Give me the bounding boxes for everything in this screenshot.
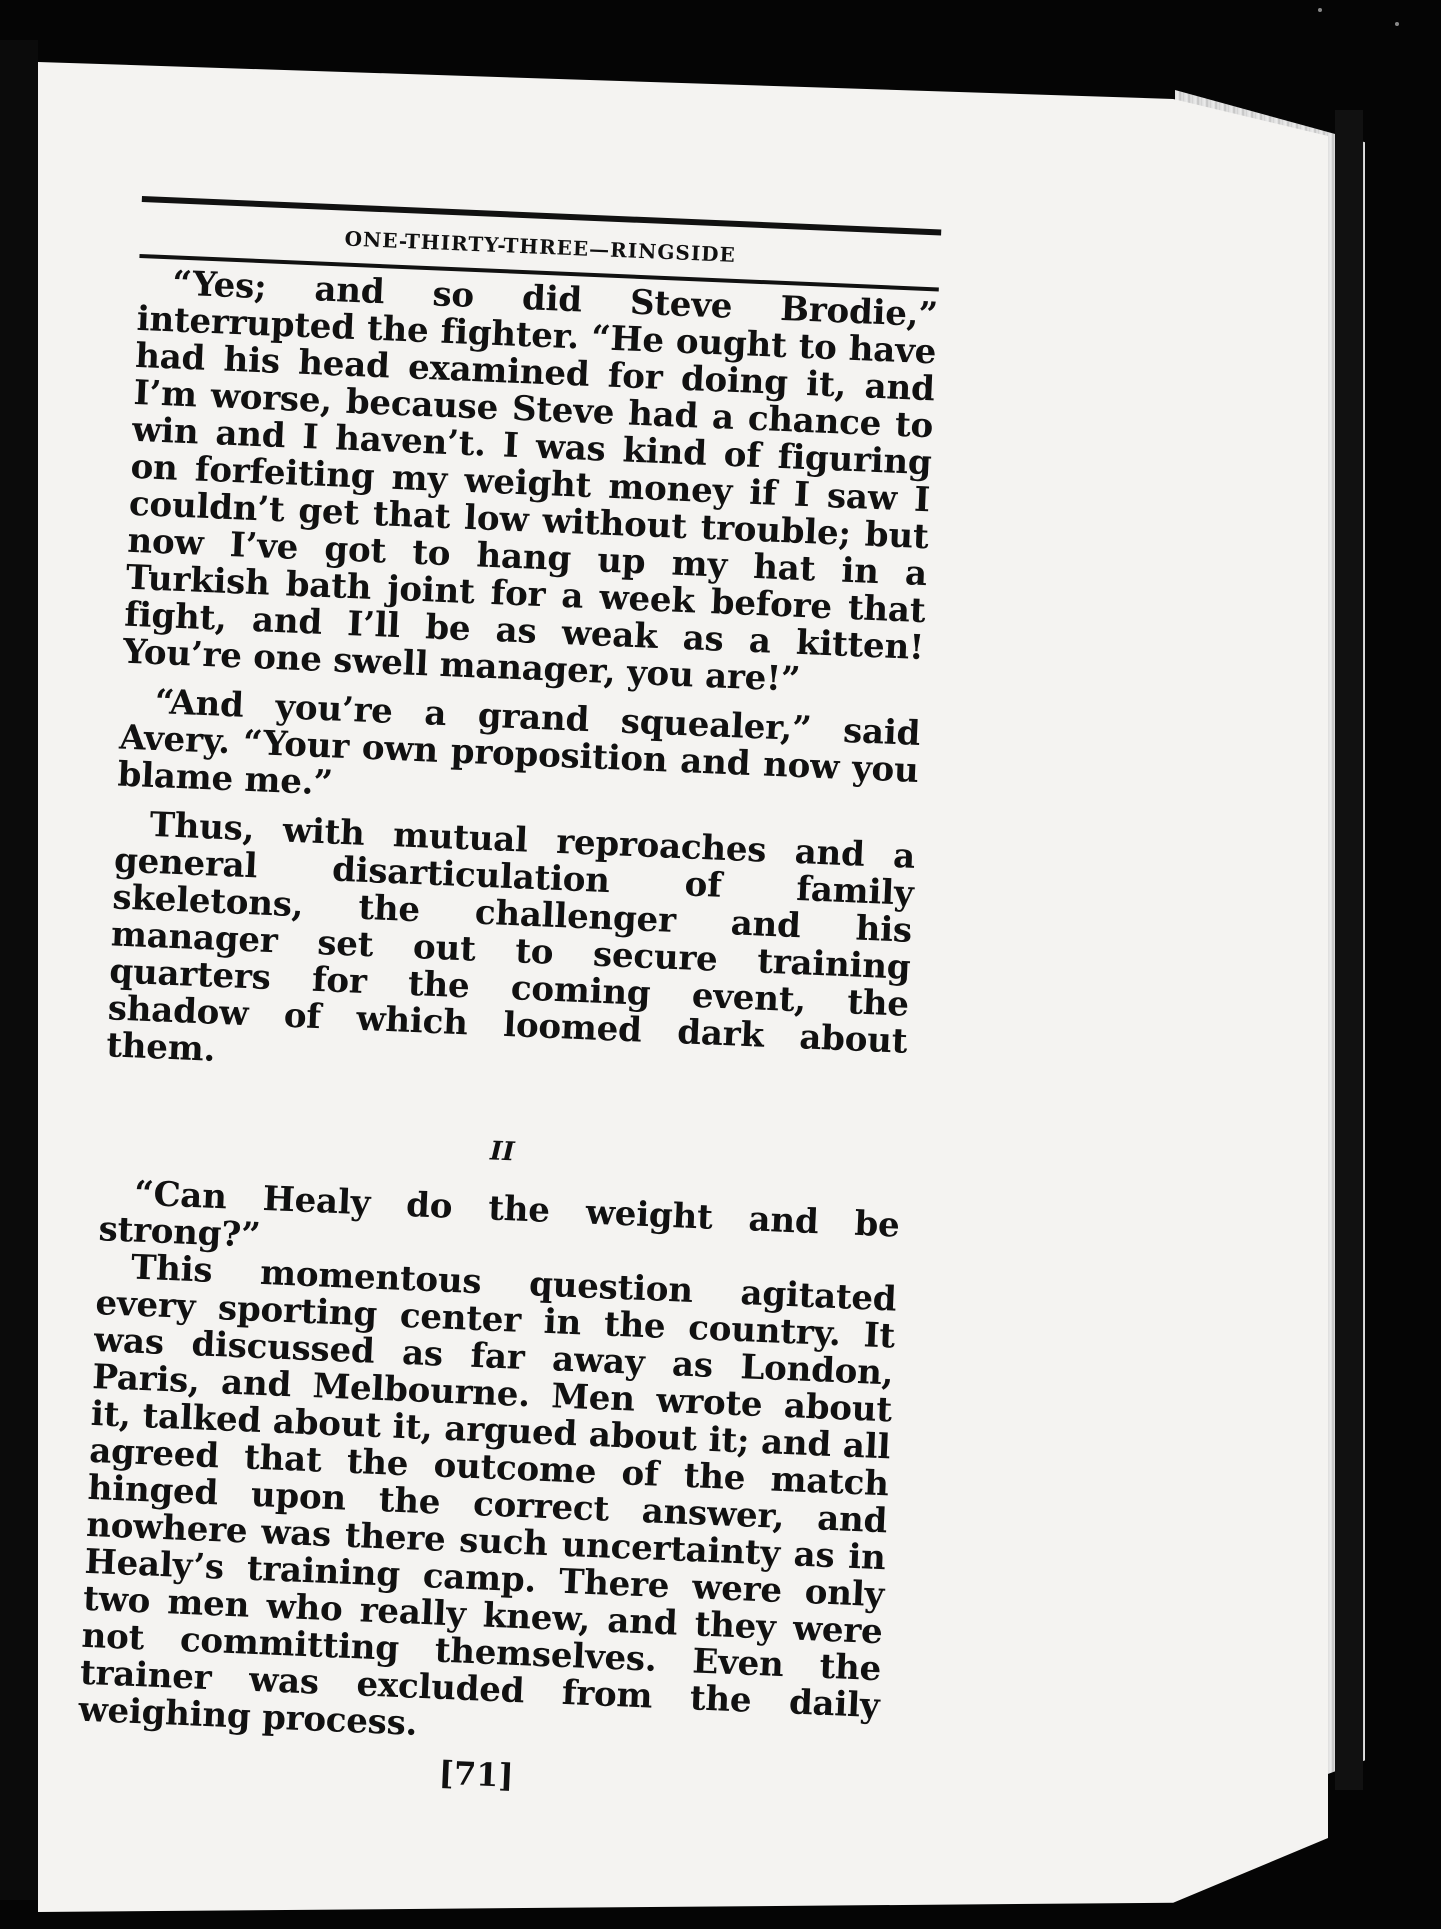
dust-speck <box>1395 22 1399 26</box>
paragraph: Thus, with mutual reproaches and a general disarticulation of family skeletons, the challenger and his manager set out to secure training quarters for the coming event, the shadow of which loomed dark about them. <box>105 804 916 1070</box>
page-number: [71] <box>438 1753 515 1795</box>
paragraph: “Yes; and so did Steve Brodie,” interrupted the fighter. “He ought to have had his head examined for doing it, and I’m worse, because Steve had a chance to win and I haven’t. I was kind of figuring on forfeiting my weight money if I saw I couldn’t get that low without trouble; but now I’ve got to hang up my hat in a Turkish bath joint for a week before that fight, and I’ll be as weak as a kitten! You’re one swell manager, you are!” <box>122 263 939 700</box>
paragraph: “And you’re a grand squealer,” said Avery. “Your own proposition and now you blame me.” <box>116 681 921 804</box>
section-marker: II <box>489 1136 516 1168</box>
dust-speck <box>1318 8 1322 12</box>
page-edge-shadow <box>1335 110 1363 1790</box>
text-block <box>76 196 942 1810</box>
paragraph: This momentous question agitated every sporting center in the country. It was discussed as far away as London, Paris, and Melbourne. Men wrote about it, talked about it, argued about it; and all agreed that the outcome of the match hinged upon the correct answer, and nowhere was there such uncertainty as in Healy’s training camp. There were only two men who really knew, and they were not committing themselves. Even the trainer was excluded from the daily weighing process. <box>77 1247 898 1744</box>
book-binding <box>0 40 38 1900</box>
paragraph: “Can Healy do the weight and be strong?” <box>97 1173 901 1256</box>
running-head: ONE-THIRTY-THREE—RINGSIDE <box>344 226 737 267</box>
